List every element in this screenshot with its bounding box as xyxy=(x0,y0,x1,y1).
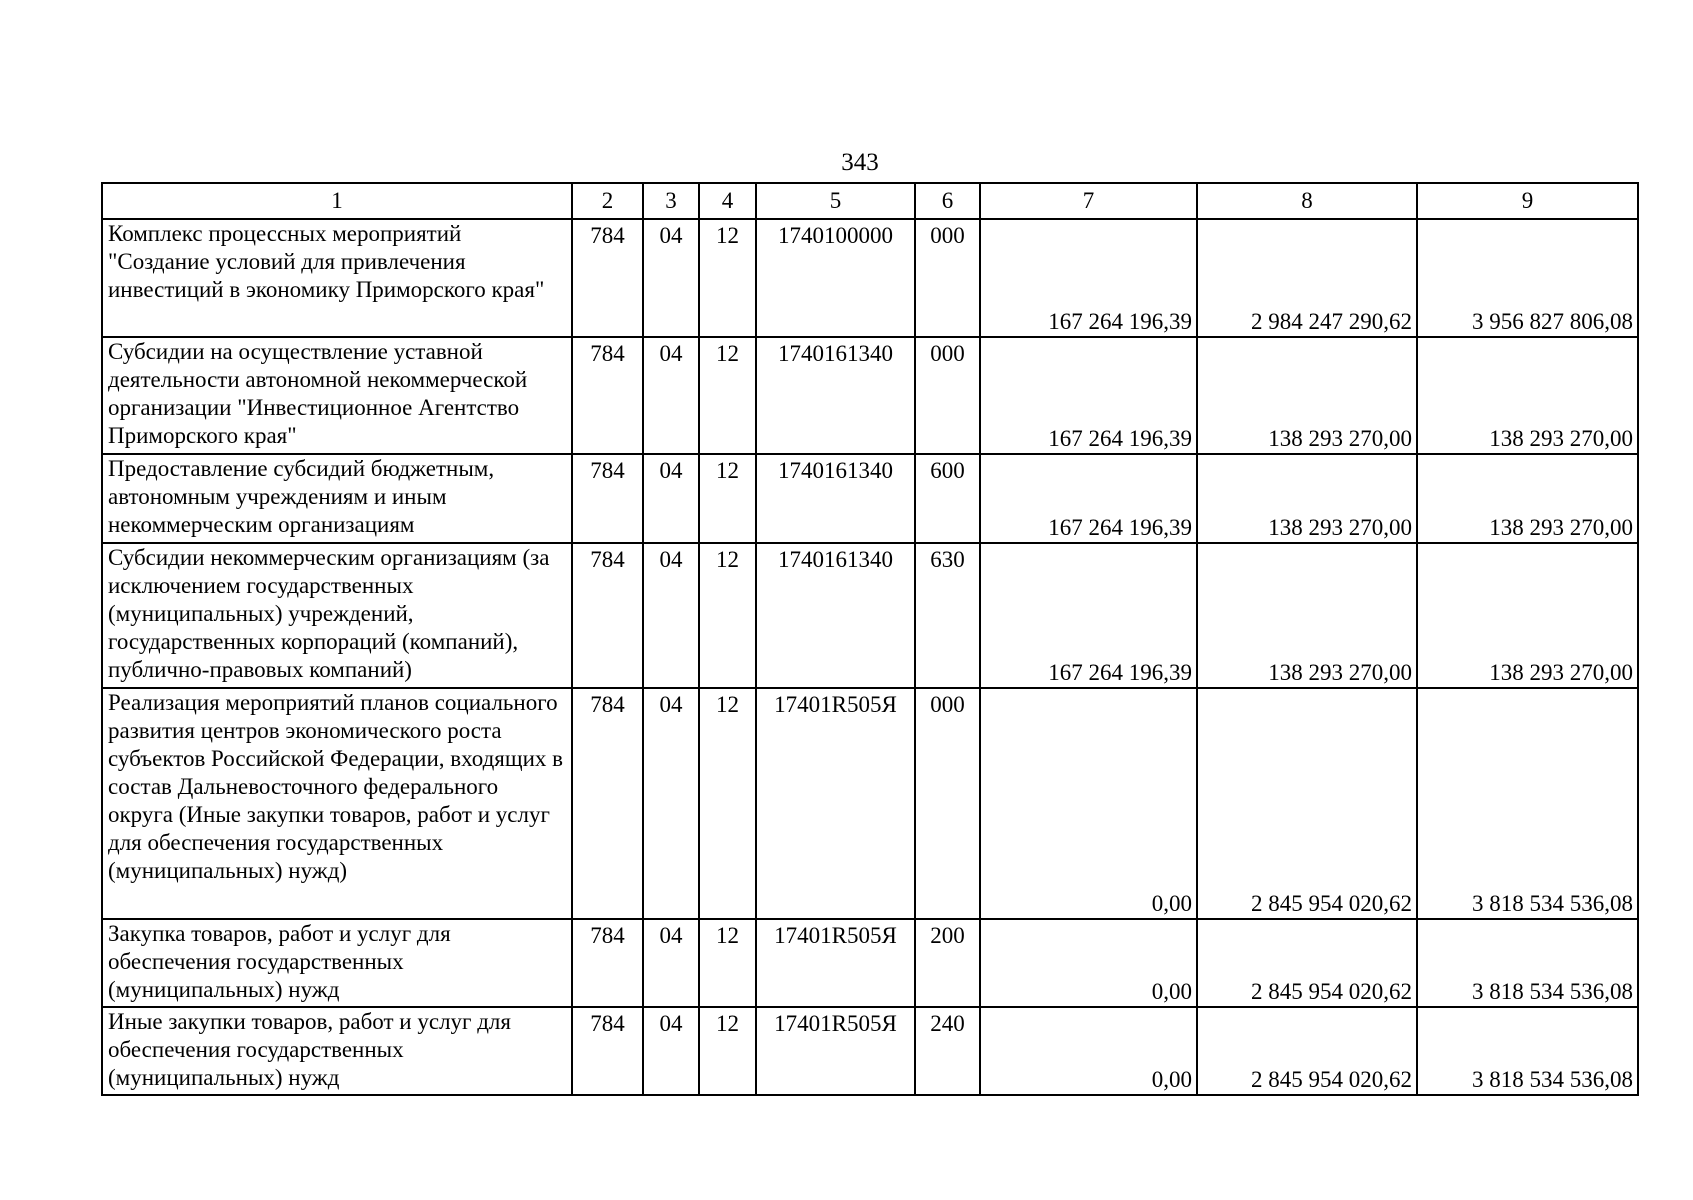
section-code-cell: 04 xyxy=(643,219,699,337)
section-code-cell: 04 xyxy=(643,688,699,919)
table-row xyxy=(102,1007,1638,1095)
section-code-cell: 04 xyxy=(643,543,699,688)
column-header-6: 6 xyxy=(915,183,980,219)
table-row xyxy=(102,454,1638,543)
amount-col8-cell: 2 984 247 290,62 xyxy=(1197,219,1417,337)
column-header-9: 9 xyxy=(1417,183,1638,219)
column-header-7: 7 xyxy=(980,183,1197,219)
row-name-cell: Реализация мероприятий планов социального развития центров экономического роста субъектов Российской Федерации, входящих в состав Дальневосточного федерального округа (Иные закупки товаров, работ и услуг для обеспечения государственных (муниципальных) нужд) xyxy=(102,688,572,919)
target-article-cell: 17401R505Я xyxy=(756,919,915,1007)
expense-type-cell: 600 xyxy=(915,454,980,543)
subsection-code-cell: 12 xyxy=(699,219,756,337)
amount-col8-cell: 2 845 954 020,62 xyxy=(1197,1007,1417,1095)
amount-col9-cell: 138 293 270,00 xyxy=(1417,454,1638,543)
amount-col8-cell: 138 293 270,00 xyxy=(1197,454,1417,543)
admin-code-cell: 784 xyxy=(572,688,643,919)
column-header-3: 3 xyxy=(643,183,699,219)
amount-col7-cell: 0,00 xyxy=(980,688,1197,919)
target-article-cell: 1740161340 xyxy=(756,337,915,454)
subsection-code-cell: 12 xyxy=(699,454,756,543)
amount-col9-cell: 138 293 270,00 xyxy=(1417,337,1638,454)
section-code-cell: 04 xyxy=(643,919,699,1007)
table-row xyxy=(102,219,1638,337)
amount-col7-cell: 167 264 196,39 xyxy=(980,543,1197,688)
expense-type-cell: 000 xyxy=(915,337,980,454)
row-name-cell: Иные закупки товаров, работ и услуг для обеспечения государственных (муниципальных) нужд xyxy=(102,1007,572,1095)
amount-col7-cell: 167 264 196,39 xyxy=(980,454,1197,543)
budget-table xyxy=(101,182,1639,1096)
column-header-4: 4 xyxy=(699,183,756,219)
section-code-cell: 04 xyxy=(643,1007,699,1095)
row-name-cell: Закупка товаров, работ и услуг для обеспечения государственных (муниципальных) нужд xyxy=(102,919,572,1007)
table-row xyxy=(102,919,1638,1007)
subsection-code-cell: 12 xyxy=(699,1007,756,1095)
table-row xyxy=(102,688,1638,919)
amount-col9-cell: 3 818 534 536,08 xyxy=(1417,688,1638,919)
amount-col9-cell: 138 293 270,00 xyxy=(1417,543,1638,688)
amount-col9-cell: 3 956 827 806,08 xyxy=(1417,219,1638,337)
table-row xyxy=(102,337,1638,454)
amount-col8-cell: 138 293 270,00 xyxy=(1197,543,1417,688)
section-code-cell: 04 xyxy=(643,454,699,543)
header-row xyxy=(102,183,1638,219)
target-article-cell: 1740161340 xyxy=(756,543,915,688)
column-header-2: 2 xyxy=(572,183,643,219)
row-name-cell: Предоставление субсидий бюджетным, автономным учреждениям и иным некоммерческим организациям xyxy=(102,454,572,543)
section-code-cell: 04 xyxy=(643,337,699,454)
column-header-8: 8 xyxy=(1197,183,1417,219)
amount-col7-cell: 167 264 196,39 xyxy=(980,337,1197,454)
admin-code-cell: 784 xyxy=(572,337,643,454)
admin-code-cell: 784 xyxy=(572,454,643,543)
amount-col8-cell: 2 845 954 020,62 xyxy=(1197,919,1417,1007)
admin-code-cell: 784 xyxy=(572,919,643,1007)
row-name-cell: Комплекс процессных мероприятий "Создание условий для привлечения инвестиций в экономику Приморского края" xyxy=(102,219,572,337)
target-article-cell: 17401R505Я xyxy=(756,688,915,919)
row-name-cell: Субсидии некоммерческим организациям (за исключением государственных (муниципальных) учреждений, государственных корпораций (компаний), публично-правовых компаний) xyxy=(102,543,572,688)
target-article-cell: 1740100000 xyxy=(756,219,915,337)
admin-code-cell: 784 xyxy=(572,1007,643,1095)
admin-code-cell: 784 xyxy=(572,219,643,337)
amount-col7-cell: 0,00 xyxy=(980,919,1197,1007)
page-number: 343 xyxy=(841,149,879,176)
subsection-code-cell: 12 xyxy=(699,543,756,688)
expense-type-cell: 000 xyxy=(915,688,980,919)
amount-col8-cell: 2 845 954 020,62 xyxy=(1197,688,1417,919)
target-article-cell: 1740161340 xyxy=(756,454,915,543)
target-article-cell: 17401R505Я xyxy=(756,1007,915,1095)
row-name-cell: Субсидии на осуществление уставной деятельности автономной некоммерческой организации "Инвестиционное Агентство Приморского края" xyxy=(102,337,572,454)
subsection-code-cell: 12 xyxy=(699,337,756,454)
admin-code-cell: 784 xyxy=(572,543,643,688)
column-header-1: 1 xyxy=(102,183,572,219)
subsection-code-cell: 12 xyxy=(699,919,756,1007)
expense-type-cell: 000 xyxy=(915,219,980,337)
amount-col9-cell: 3 818 534 536,08 xyxy=(1417,919,1638,1007)
amount-col8-cell: 138 293 270,00 xyxy=(1197,337,1417,454)
expense-type-cell: 240 xyxy=(915,1007,980,1095)
table-row xyxy=(102,543,1638,688)
amount-col7-cell: 0,00 xyxy=(980,1007,1197,1095)
expense-type-cell: 630 xyxy=(915,543,980,688)
subsection-code-cell: 12 xyxy=(699,688,756,919)
column-header-5: 5 xyxy=(756,183,915,219)
amount-col7-cell: 167 264 196,39 xyxy=(980,219,1197,337)
amount-col9-cell: 3 818 534 536,08 xyxy=(1417,1007,1638,1095)
expense-type-cell: 200 xyxy=(915,919,980,1007)
